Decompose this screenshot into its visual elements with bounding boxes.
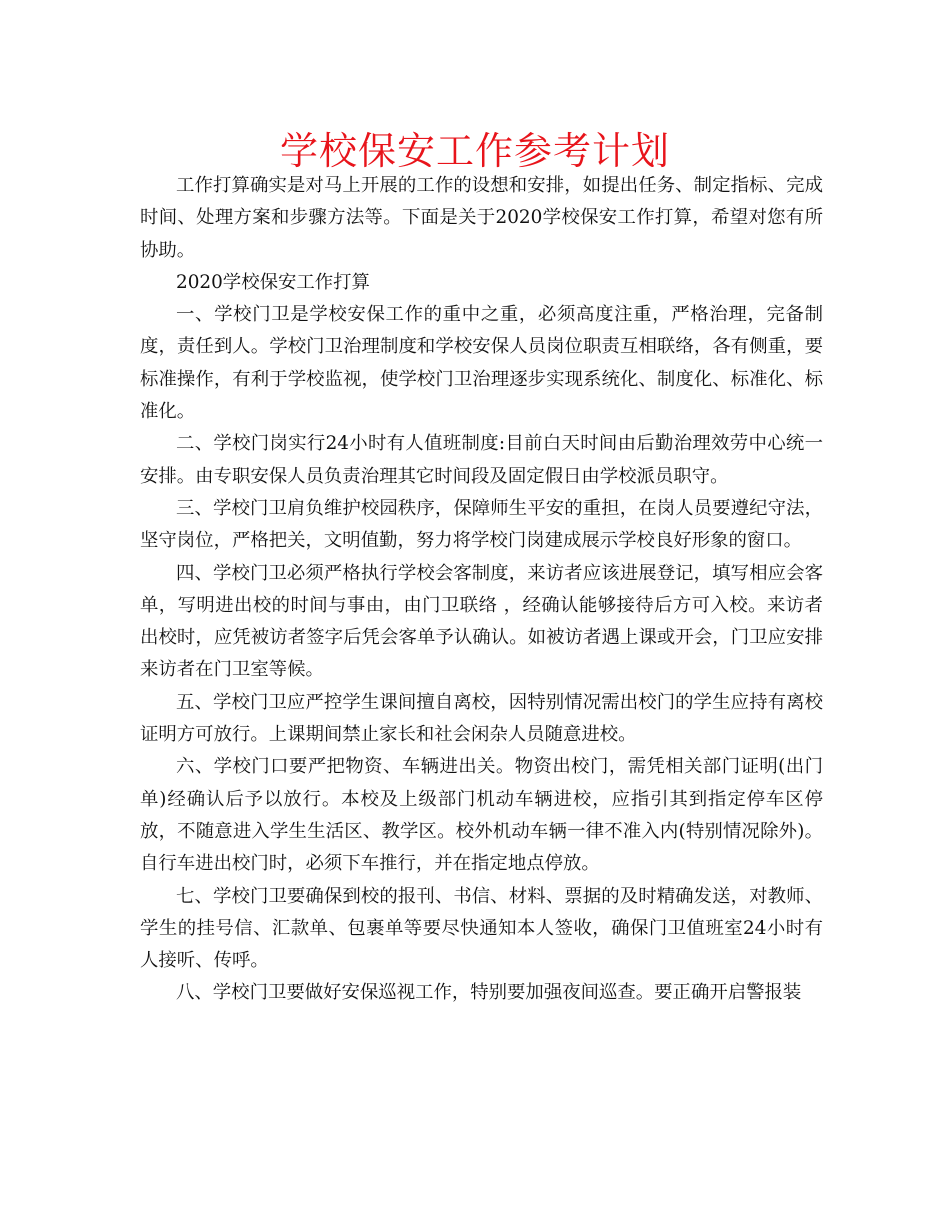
paragraph-item-3: 三、学校门卫肩负维护校园秩序，保障师生平安的重担，在岗人员要遵纪守法，坚守岗位，严格把关，文明值勤，努力将学校门岗建成展示学校良好形象的窗口。 bbox=[140, 497, 823, 552]
document-title: 学校保安工作参考计划 bbox=[279, 129, 670, 173]
paragraph-item-2: 二、学校门岗实行24小时有人值班制度:目前白天时间由后勤治理效劳中心统一安排。由专职安保人员负责治理其它时间段及固定假日由学校派员职守。 bbox=[140, 433, 823, 487]
paragraph-intro: 工作打算确实是对马上开展的工作的设想和安排，如提出任务、制定指标、完成时间、处理方案和步骤方法等。下面是关于2020学校保安工作打算，希望对您有所协助。 bbox=[140, 175, 823, 261]
paragraph-item-8: 八、学校门卫要做好安保巡视工作，特别要加强夜间巡查。要正确开启警报装 bbox=[176, 982, 802, 1004]
paragraph-item-4: 四、学校门卫必须严格执行学校会客制度，来访者应该进展登记，填写相应会客单，写明进出校的时间与事由，由门卫联络 ，经确认能够接待后方可入校。来访者出校时，应凭被访者签字后凭会客单予认确认。如被访者遇上课或开会，门卫应安排来访者在门卫室等候。 bbox=[140, 562, 823, 681]
document-body bbox=[140, 170, 823, 1010]
paragraph-item-6: 六、学校门口要严把物资、车辆进出关。物资出校门，需凭相关部门证明(出门单)经确认后予以放行。本校及上级部门机动车辆进校，应指引其到指定停车区停放，不随意进入学生生活区、教学区。校外机动车辆一律不准入内(特别情况除外)。自行车进出校门时，必须下车推行，并在指定地点停放。 bbox=[140, 756, 823, 875]
paragraph-subtitle: 2020学校保安工作打算 bbox=[176, 271, 370, 293]
paragraph-item-7: 七、学校门卫要确保到校的报刊、书信、材料、票据的及时精确发送，对教师、学生的挂号信、汇款单、包裹单等要尽快通知本人签收，确保门卫值班室24小时有人接听、传呼。 bbox=[140, 885, 823, 972]
paragraph-item-1: 一、学校门卫是学校安保工作的重中之重，必须高度注重，严格治理，完备制度，责任到人。学校门卫治理制度和学校安保人员岗位职责互相联络，各有侧重，要标准操作，有利于学校监视，使学校门卫治理逐步实现系统化、制度化、标准化、标准化。 bbox=[140, 304, 823, 423]
paragraph-item-5: 五、学校门卫应严控学生课间擅自离校，因特别情况需出校门的学生应持有离校证明方可放行。上课期间禁止家长和社会闲杂人员随意进校。 bbox=[140, 691, 823, 746]
